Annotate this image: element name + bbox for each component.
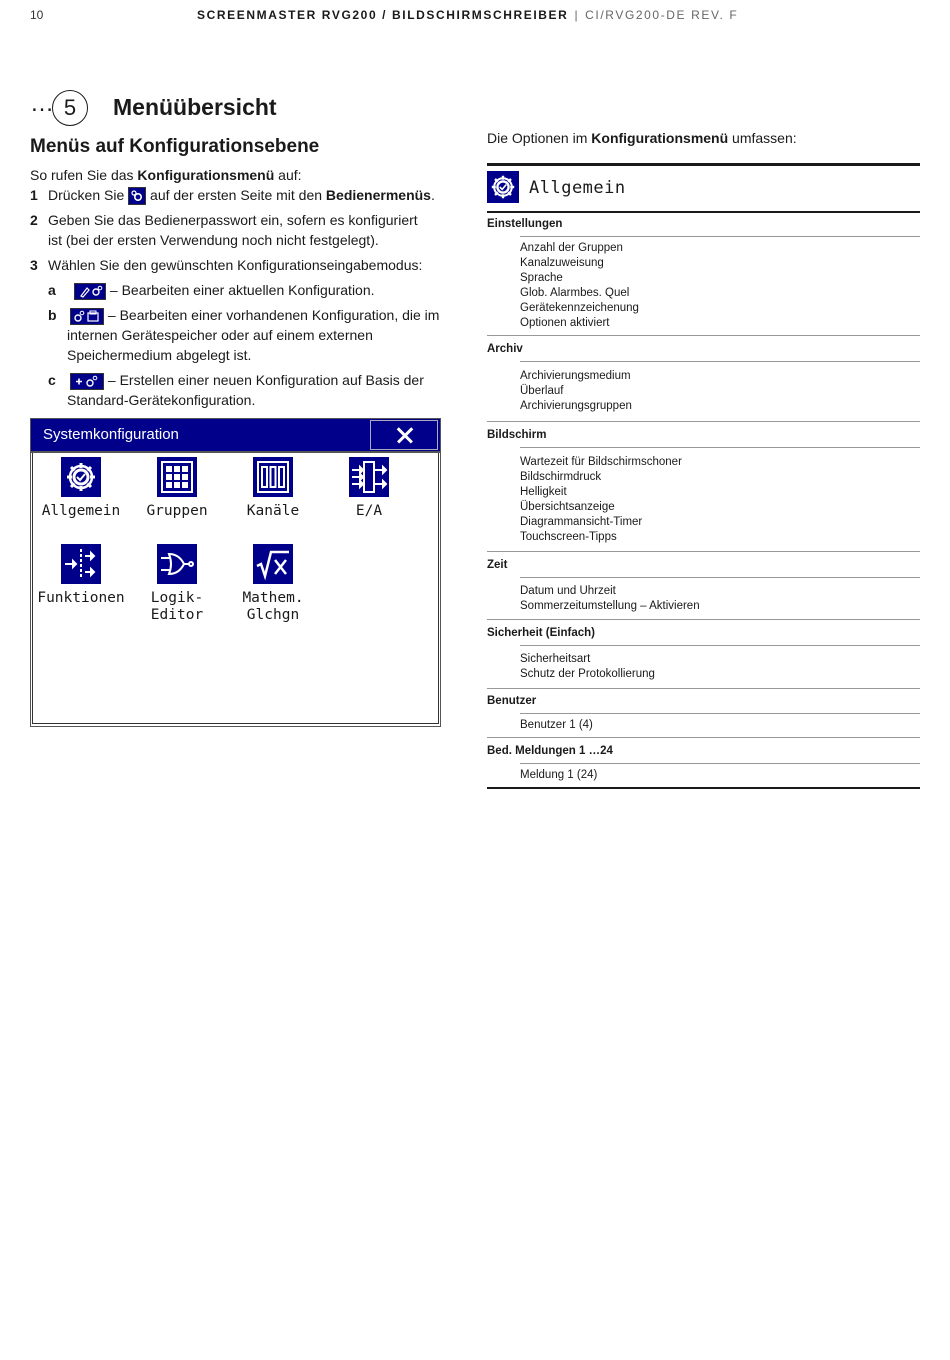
funktionen-button[interactable] [33, 544, 129, 607]
gruppen-button[interactable] [129, 457, 225, 520]
menu-item: Sicherheitsart [520, 653, 591, 665]
menu-item: Archivierungsgruppen [520, 400, 632, 412]
divider [520, 447, 920, 448]
option-c-desc: – Erstellen einer neuen Konfiguration auf Basis der [107, 372, 424, 388]
step-1-pre: Drücken Sie [48, 187, 129, 203]
group-title: Sicherheit (Einfach) [487, 627, 595, 639]
menu-item: Überlauf [520, 385, 564, 397]
step-1-mid: auf der ersten Seite mit den [146, 187, 326, 203]
menu-item: Diagrammansicht-Timer [520, 516, 643, 528]
divider [487, 421, 920, 422]
step-2-line-1: Geben Sie das Bedienerpasswort ein, sofern es konfiguriert [48, 212, 418, 228]
section-title: Menüs auf Konfigurationsebene [30, 136, 320, 157]
menu-item: Benutzer 1 (4) [520, 719, 593, 731]
divider [520, 577, 920, 578]
header-separator: | [574, 8, 580, 22]
menu-item: Bildschirmdruck [520, 471, 602, 483]
math-icon [253, 544, 293, 584]
option-b-line-1 [70, 305, 439, 325]
menu-item: Übersichtsanzeige [520, 501, 615, 513]
right-intro-post: umfassen: [728, 130, 797, 146]
divider [487, 335, 920, 336]
gruppen-label: Gruppen [146, 503, 208, 519]
new-config-icon [70, 373, 104, 390]
logic-icon [157, 544, 197, 584]
option-b-desc: – Bearbeiten einer vorhandenen Konfiguration, die im [107, 307, 440, 323]
group-title: Zeit [487, 559, 508, 571]
allgemein-button[interactable] [33, 457, 129, 520]
menu-item: Glob. Alarmbes. Quel [520, 287, 630, 299]
option-a-label: a [48, 282, 56, 298]
channels-icon [253, 457, 293, 497]
divider [487, 551, 920, 552]
divider [520, 713, 920, 714]
step-2-number: 2 [30, 212, 38, 228]
kanaele-label: Kanäle [246, 503, 300, 519]
gear-icon [487, 171, 519, 203]
grid-icon [157, 457, 197, 497]
ea-button[interactable] [321, 457, 417, 520]
gear-icon [61, 457, 101, 497]
page-number: 10 [30, 8, 44, 22]
menu-item: Gerätekennzeichenung [520, 302, 639, 314]
menu-item: Sprache [520, 272, 563, 284]
ea-label: E/A [355, 503, 383, 519]
menu-item: Wartezeit für Bildschirmschoner [520, 456, 682, 468]
step-2-line-2: ist (bei der ersten Verwendung noch nicht festgelegt). [48, 232, 379, 248]
right-intro-pre: Die Optionen im [487, 130, 592, 146]
divider [520, 236, 920, 237]
close-icon[interactable] [370, 420, 438, 450]
edit-stored-config-icon [70, 308, 104, 325]
running-header [197, 8, 738, 22]
chapter-dots: … [30, 90, 54, 117]
group-title: Bed. Meldungen 1 …24 [487, 745, 613, 757]
divider [487, 737, 920, 738]
chapter-number: 5 [52, 90, 88, 126]
screen-title: Systemkonfiguration [43, 426, 179, 443]
mathem-glchgn-button[interactable] [225, 544, 321, 624]
mathem-glchgn-label: Mathem. Glchgn [242, 590, 304, 623]
functions-icon [61, 544, 101, 584]
step-3-number: 3 [30, 257, 38, 273]
screen-title-bar [31, 419, 440, 453]
menu-item: Meldung 1 (24) [520, 769, 598, 781]
step-3-text: Wählen Sie den gewünschten Konfigurationseingabemodus: [48, 257, 423, 273]
menu-item: Anzahl der Gruppen [520, 242, 623, 254]
option-a-text [74, 280, 375, 300]
allgemein-label: Allgemein [41, 503, 121, 519]
divider [520, 645, 920, 646]
divider [520, 763, 920, 764]
divider [487, 619, 920, 620]
chapter-title: Menüübersicht [113, 94, 277, 120]
menu-title: Allgemein [529, 178, 626, 198]
menu-item: Helligkeit [520, 486, 567, 498]
group-title: Bildschirm [487, 429, 547, 441]
menu-top-rule [487, 163, 920, 166]
menu-item: Schutz der Protokollierung [520, 668, 655, 680]
option-c-label: c [48, 372, 56, 388]
step-1-end: . [430, 187, 435, 203]
option-c-line-1 [70, 370, 424, 390]
kanaele-button[interactable] [225, 457, 321, 520]
intro-pre: So rufen Sie das [30, 167, 138, 183]
intro-bold: Konfigurationsmenü [137, 167, 275, 183]
screen-content [32, 453, 439, 724]
logik-editor-button[interactable] [129, 544, 225, 624]
config-gear-icon [128, 187, 146, 205]
funktionen-label: Funktionen [37, 590, 125, 606]
menu-title-rule [487, 211, 920, 213]
group-title: Benutzer [487, 695, 537, 707]
option-b-line-3: Speichermedium abgelegt ist. [67, 347, 252, 363]
intro-text [30, 165, 302, 185]
menu-item: Optionen aktiviert [520, 317, 610, 329]
menu-bottom-rule [487, 787, 920, 789]
menu-item: Kanalzuweisung [520, 257, 604, 269]
menu-item: Archivierungsmedium [520, 370, 631, 382]
option-b-line-2: internen Gerätespeicher oder auf einem externen [67, 327, 373, 343]
group-title: Archiv [487, 343, 523, 355]
right-intro [487, 130, 797, 146]
option-b-label: b [48, 307, 57, 323]
menu-item: Datum und Uhrzeit [520, 585, 616, 597]
revision-code: CI/RVG200-DE REV. F [585, 8, 739, 22]
divider [487, 688, 920, 689]
intro-post: auf: [274, 167, 302, 183]
menu-item: Sommerzeitumstellung – Aktivieren [520, 600, 700, 612]
option-c-line-2: Standard-Gerätekonfiguration. [67, 392, 256, 408]
step-1-text [48, 185, 435, 205]
right-intro-bold: Konfigurationsmenü [591, 130, 729, 146]
step-1-number: 1 [30, 187, 38, 203]
system-config-screen [30, 418, 441, 727]
edit-current-config-icon [74, 283, 106, 300]
menu-item: Touchscreen-Tipps [520, 531, 617, 543]
divider [520, 361, 920, 362]
group-title: Einstellungen [487, 218, 563, 230]
product-name: SCREENMASTER RVG200 / BILDSCHIRMSCHREIBER [197, 8, 569, 22]
logik-editor-label: Logik- Editor [150, 590, 204, 623]
option-a-desc: – Bearbeiten einer aktuellen Konfiguration. [109, 282, 375, 298]
step-1-bold: Bedienermenüs [325, 187, 431, 203]
io-icon [349, 457, 389, 497]
